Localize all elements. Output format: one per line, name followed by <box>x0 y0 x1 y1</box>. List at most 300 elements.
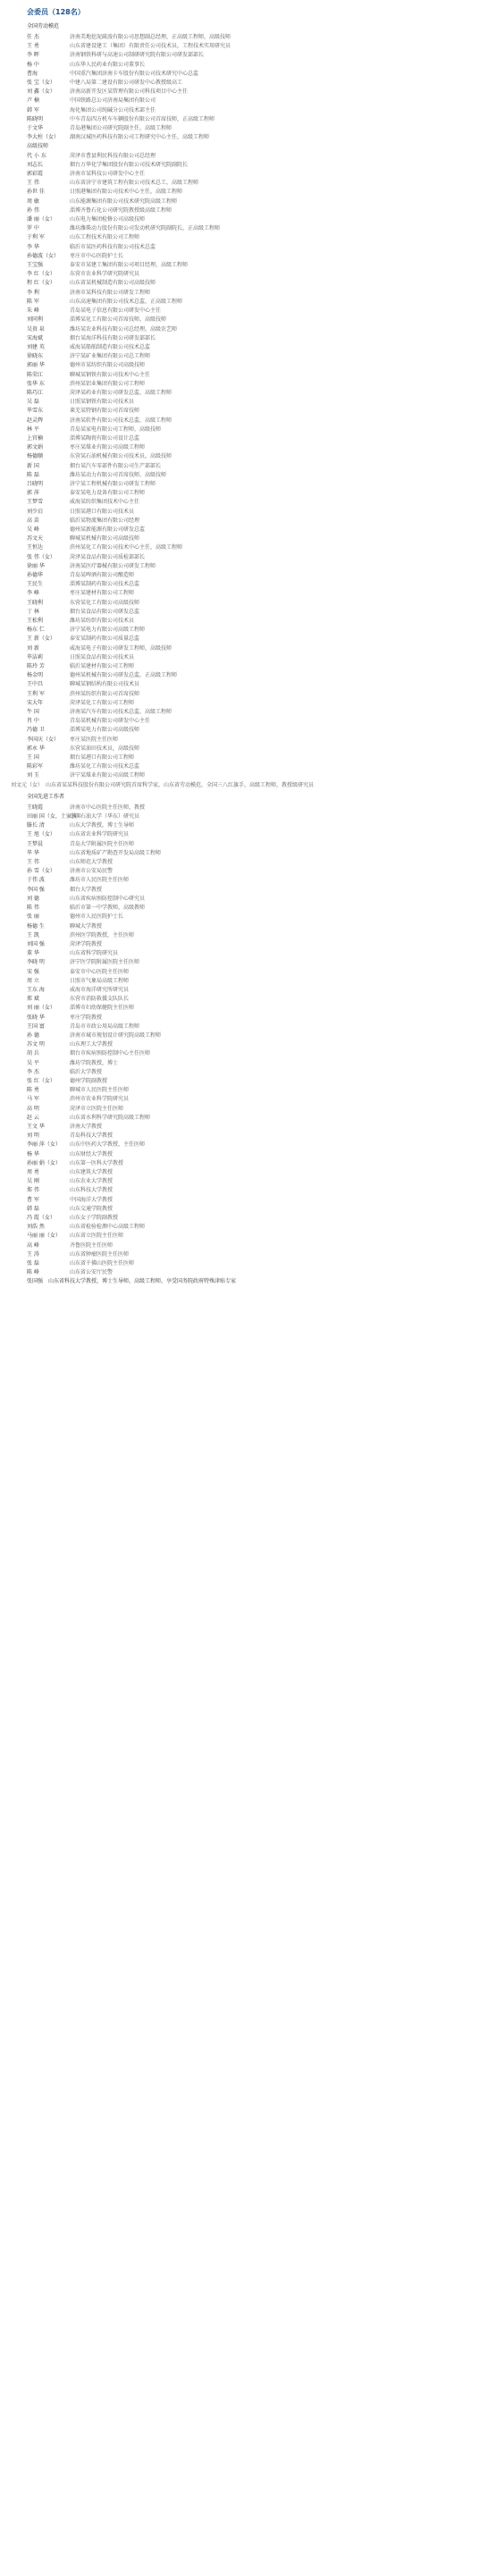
entry-description: 威海某电子有限公司研发工程师，高级技师 <box>70 644 172 652</box>
entry-name: 李国 强 <box>27 886 45 893</box>
entry-name: 杨德 生 <box>27 922 45 930</box>
entry-name: 李晓 明 <box>27 959 45 966</box>
entry-description: 山东女子学院副教授 <box>70 1215 119 1221</box>
entry-description: 齐鲁医院主任医师 <box>70 1242 114 1249</box>
entry-name: 孙德华 <box>27 571 44 578</box>
entry-description: 德州市人民医院护士长 <box>70 913 124 921</box>
entry-name: 李 峰 <box>27 590 39 597</box>
entry-description: 青岛科技大学教授 <box>70 1132 114 1140</box>
list-item <box>11 753 477 762</box>
entry-description: 中国铁路总公司济南局集团有限公司 <box>70 97 156 105</box>
list-item <box>11 471 477 480</box>
entry-name: 陈 磊 <box>27 471 39 478</box>
entry-name: 张 磊 <box>27 1260 39 1267</box>
entry-description: 日照某食品有限公司技术员 <box>70 653 135 661</box>
entry-name: 于伟 波 <box>27 877 45 884</box>
entry-description: 东营某石油机械有限公司技术员，高级技师 <box>70 453 172 460</box>
entry-name: 牛 国 <box>27 709 39 716</box>
entry-description: 菏泽某药业有限公司研发总监，高级工程师 <box>70 389 172 396</box>
entry-name: 李 红（女） <box>27 271 55 278</box>
list-item <box>11 224 477 233</box>
list-item <box>11 1049 477 1058</box>
entry-name: 张晓 华 <box>27 1014 45 1021</box>
entry-description: 济南市某科技有限公司研发工程师 <box>70 289 151 296</box>
entry-name: 王晓霞 <box>27 804 44 811</box>
entry-name: 吴 平 <box>27 1059 39 1066</box>
entry-name: 高 明 <box>27 1105 39 1112</box>
entry-name: 毕洁莉 <box>27 653 44 661</box>
list-item <box>11 977 477 986</box>
entry-name: 孙丽 娟（女） <box>27 1159 61 1166</box>
entry-description: 山东科技大学教授 <box>70 1187 114 1194</box>
list-item <box>11 352 477 361</box>
list-item <box>11 708 477 717</box>
entry-description: 烟台某汽车零部件有限公司生产部部长 <box>70 462 162 469</box>
entry-name: 张 伟（女） <box>27 553 55 560</box>
entry-name: 王松利 <box>27 618 44 624</box>
entry-name: 刘浩 然 <box>27 1224 45 1231</box>
list-item <box>11 821 477 830</box>
entry-list <box>11 33 477 781</box>
entry-description: 潍坊潍柴动力股份有限公司发动机研究院副院长，正高级工程师 <box>70 225 221 232</box>
entry-name: 郑 伟 <box>27 1187 39 1194</box>
list-item <box>11 949 477 958</box>
entry-description: 菏泽某食品有限公司质检部部长 <box>70 553 146 560</box>
entry-name: 潘 丽（女） <box>27 216 55 223</box>
list-item <box>11 1168 477 1177</box>
entry-list-2 <box>11 804 477 1278</box>
entry-description: 威海市海洋研究所研究员 <box>70 986 130 993</box>
list-item <box>11 480 477 489</box>
entry-description: 济宁某工程机械有限公司研发工程师 <box>70 480 156 487</box>
list-item <box>11 316 477 324</box>
entry-name: 高 峰 <box>27 1242 39 1249</box>
entry-description: 烟台某海洋科技有限公司研发部部长 <box>70 334 156 341</box>
list-item <box>11 1031 477 1040</box>
entry-description: 山东省肿瘤医院主任医师 <box>70 1250 130 1258</box>
list-item <box>11 508 477 517</box>
list-item <box>11 434 477 443</box>
entry-description: 东营市消防救援支队队长 <box>70 996 130 1003</box>
entry-name: 郭 萍 <box>27 490 39 497</box>
footer-entry <box>11 1277 477 1286</box>
entry-description: 菏泽市曹县利民科技有限公司总经理 <box>70 152 156 159</box>
list-item <box>11 931 477 940</box>
entry-description: 菏泽市立医院主任医师 <box>70 1105 124 1112</box>
entry-description: 聊城某机械有限公司高级技师 <box>70 535 140 543</box>
entry-description: 潍坊市人民医院主任医师 <box>70 877 130 884</box>
section-title-advanced-workers: 全国先进工作者 <box>27 793 65 800</box>
list-item <box>11 599 477 608</box>
list-item <box>11 904 477 913</box>
list-item <box>11 626 477 635</box>
entry-name: 胡 兵 <box>27 1050 39 1057</box>
entry-name: 王 伟 <box>27 180 39 187</box>
document-title: 会委员（128名） <box>27 8 85 16</box>
entry-name: 宋 强 <box>27 968 39 975</box>
list-item <box>11 334 477 343</box>
list-item <box>11 1114 477 1123</box>
entry-description: 菏泽某化工有限公司工程师 <box>70 699 135 706</box>
entry-name: 上官楠 <box>27 434 44 442</box>
list-item <box>11 895 477 904</box>
list-item <box>11 1077 477 1086</box>
long-entry: 刘文元（女） 山东省某某科技股份有限公司研究院首席科学家，山东省劳动模范，全国三八红旗手，高级工程师，教授级研究员 <box>11 781 315 788</box>
entry-name: 刘 明 <box>27 1132 39 1140</box>
entry-name: 吴贵 泉 <box>27 325 45 333</box>
entry-description: 泰安某电力设备有限公司工程师 <box>70 490 146 497</box>
entry-name: 刘建 英 <box>27 343 45 350</box>
list-item <box>11 830 477 839</box>
entry-description: 德州某新能源有限公司研发总监 <box>70 526 146 533</box>
list-item <box>11 417 477 425</box>
list-item <box>11 389 477 398</box>
list-item <box>11 517 477 526</box>
entry-description: 日照市气象局高级工程师 <box>70 977 130 984</box>
list-item <box>11 489 477 498</box>
entry-name: 曹海 <box>27 70 38 77</box>
entry-description: 山东农业大学教授 <box>70 1178 114 1185</box>
list-item <box>11 553 477 562</box>
section-title-model-workers: 全国劳动模范 <box>27 23 60 29</box>
entry-name: 刘 鑫（女） <box>27 88 55 96</box>
entry-name: 于文华 <box>27 125 44 132</box>
list-item <box>11 133 477 142</box>
list-item <box>11 726 477 735</box>
entry-description: 济南大学教授 <box>70 1123 103 1130</box>
list-item <box>11 462 477 471</box>
entry-name: 张 丽 <box>27 913 39 921</box>
entry-name: 马 军 <box>27 1096 39 1103</box>
list-item <box>11 1250 477 1259</box>
entry-description: 青岛某机械有限公司研发中心主任 <box>70 718 151 725</box>
list-item <box>11 198 477 206</box>
entry-description: 滨州某化工有限公司技术中心主任，高级工程师 <box>70 544 183 551</box>
list-item <box>11 298 477 307</box>
entry-description: 山东交通学院教授 <box>70 1205 114 1212</box>
list-item <box>11 617 477 626</box>
entry-name: 郭文娟 <box>27 444 44 451</box>
entry-description: 临沂某物流集团有限公司经理 <box>70 517 140 524</box>
entry-description: 青岛大学附属医院主任医师 <box>70 840 135 847</box>
list-item <box>11 1141 477 1149</box>
entry-name: 王梦晨 <box>27 840 44 847</box>
list-item <box>11 1205 477 1214</box>
entry-description: 山东省检验检测中心高级工程师 <box>70 1224 146 1231</box>
entry-description: 枣庄某煤业有限公司高级工程师 <box>70 444 146 451</box>
entry-name: 宋海斌 <box>27 334 44 341</box>
entry-name: 周 敏 <box>27 198 39 205</box>
entry-name: 杨 中 <box>27 61 39 68</box>
list-item <box>11 115 477 124</box>
entry-name: 李 利 <box>27 289 39 296</box>
list-item <box>11 1059 477 1068</box>
entry-description: 山东省地质矿产勘查开发局高级工程师 <box>70 849 162 856</box>
list-item <box>11 124 477 133</box>
list-item <box>11 1232 477 1241</box>
entry-name: 罗 中 <box>27 225 39 232</box>
list-item <box>11 986 477 995</box>
entry-description: 烟台某食品有限公司研发总监 <box>70 608 140 615</box>
entry-description: 山东理工大学教授 <box>70 1041 114 1048</box>
list-item <box>11 1132 477 1141</box>
entry-name: 郭彩霞 <box>27 171 44 178</box>
entry-name: 于利 军 <box>27 234 45 241</box>
entry-description: 临沂市第一中学教师，高级教师 <box>70 905 146 912</box>
entry-description: 滨州某铝业集团有限公司工程师 <box>70 380 146 387</box>
list-item <box>11 170 477 179</box>
list-item <box>11 812 477 821</box>
list-item <box>11 571 477 580</box>
entry-name: 陈玲 芳 <box>27 663 45 670</box>
entry-description: 山东省公安厅民警 <box>70 1269 114 1276</box>
entry-name: 张 红（女） <box>27 1077 55 1084</box>
list-item <box>11 543 477 552</box>
entry-name: 王利 军 <box>27 690 45 697</box>
entry-description: 山东工程技术有限公司工程师 <box>70 234 140 241</box>
entry-description: 泰安市某建工集团有限公司项目经理，高级工程师 <box>70 262 189 269</box>
list-item <box>11 562 477 571</box>
entry-description: 潍坊某纺织有限公司技术员 <box>70 618 135 624</box>
entry-name: 马丽 丽（女） <box>27 1233 61 1240</box>
list-item <box>11 745 477 753</box>
entry-description: 聊城大学教授 <box>70 922 103 930</box>
entry-description: 临沂市某医药科技有限公司技术总监 <box>70 243 156 250</box>
entry-name: 新 国 <box>27 462 39 469</box>
entry-description: 海化集团公司纯碱分公司技术部主任 <box>70 106 156 114</box>
entry-name: 曹 军 <box>27 1196 39 1203</box>
entry-name: 冯德 卫 <box>27 727 45 734</box>
entry-name: 李 华 <box>27 243 39 250</box>
list-item <box>11 33 477 42</box>
list-item <box>11 886 477 895</box>
entry-name: 赵 云 <box>27 1114 39 1121</box>
entry-name: 郭永 华 <box>27 745 45 752</box>
entry-description: 烟台某港口有限公司工程师 <box>70 754 135 762</box>
list-item <box>11 867 477 876</box>
entry-name: 王 旭（女） <box>27 831 55 838</box>
list-item <box>11 1105 477 1114</box>
entry-description: 东营某化工有限公司高级技师 <box>70 599 140 606</box>
entry-description: 山东财经大学教授 <box>70 1150 114 1158</box>
entry-name: 孙德波（女） <box>27 252 60 259</box>
entry-description: 滨州某纺织有限公司首席技师 <box>70 690 140 697</box>
list-item <box>11 771 477 780</box>
list-item <box>11 307 477 316</box>
entry-description: 山东省建设建工（集团）有限责任公司技术员，工程技术实用研究员 <box>70 43 231 50</box>
entry-description: 济南市城市规划设计研究院高级工程师 <box>70 1031 162 1039</box>
entry-description: 德州某机械有限公司研发总监，正高级工程师 <box>70 672 178 679</box>
entry-description: 淄博某制药有限公司技术总监 <box>70 581 140 588</box>
entry-name: 刘 德 <box>27 895 39 902</box>
list-item <box>11 680 477 689</box>
list-item <box>11 858 477 867</box>
entry-description: 滨州市农业科学院研究员 <box>70 1096 130 1103</box>
entry-name: 王 凯 <box>27 931 39 939</box>
list-item <box>11 215 477 224</box>
list-item <box>11 804 477 812</box>
list-item <box>11 1086 477 1095</box>
entry-name: 王梦雪 <box>27 499 44 506</box>
entry-name: 王 国 <box>27 754 39 762</box>
entry-name: 刘 玉 <box>27 772 39 779</box>
entry-name: 肖 中 <box>27 718 39 725</box>
entry-name: 吴 峰 <box>27 526 39 533</box>
list-item <box>11 61 477 70</box>
list-item <box>11 1095 477 1104</box>
entry-description: 日照某钢铁有限公司技术员 <box>70 399 135 406</box>
entry-description: 山东能源集团有限公司技术研究院高级工程师 <box>70 198 178 205</box>
list-item <box>11 97 477 105</box>
entry-name: 苏文天 <box>27 535 44 543</box>
entry-description: 泰安市中心医院主任医师 <box>70 968 130 975</box>
entry-name: 冯 霞（女） <box>27 1215 55 1221</box>
entry-description: 淄博某陶瓷有限公司设计总监 <box>70 434 140 442</box>
entry-description: 济宁某矿业集团有限公司总工程师 <box>70 353 151 360</box>
list-item <box>11 1123 477 1132</box>
entry-name: 董 华 <box>27 950 39 957</box>
entry-name: 韩 军 <box>27 106 39 114</box>
list-item <box>11 1068 477 1077</box>
list-item <box>11 1268 477 1277</box>
entry-name: 王宝强 <box>27 262 44 269</box>
list-item <box>11 635 477 644</box>
list-item <box>11 270 477 279</box>
entry-name: 陈荣江 <box>27 371 44 378</box>
entry-description: 日照某港口有限公司技术员 <box>70 508 135 515</box>
list-item <box>11 762 477 771</box>
list-item <box>11 608 477 617</box>
entry-name: 刘少启 <box>27 508 44 515</box>
entry-description: 济南市中心医院主任医师，教授 <box>70 804 146 811</box>
entry-name: 丁 林 <box>27 608 39 615</box>
list-item <box>11 152 477 161</box>
list-item <box>11 913 477 922</box>
entry-name: 李国庆（女） <box>27 736 60 743</box>
entry-description: 青岛某电子信息有限公司研发中心主任 <box>70 307 162 315</box>
entry-description: 济南某汽车有限公司技术总监，高级工程师 <box>70 709 172 716</box>
entry-description: 济南某软件有限公司技术总监，高级工程师 <box>70 417 172 424</box>
list-item <box>11 252 477 261</box>
list-item <box>11 1023 477 1031</box>
entry-name: 孙 雪（女） <box>27 868 55 875</box>
list-item <box>11 968 477 977</box>
entry-name: 韩 磊 <box>27 1205 39 1212</box>
entry-name: 刘 丽（女） <box>27 1005 55 1012</box>
entry-name: 刘国 强 <box>27 940 45 947</box>
entry-description: 菏泽学院教授 <box>70 940 103 947</box>
entry-description: 青岛某家电有限公司工程师，高级技师 <box>70 425 162 433</box>
entry-name: 杨金明 <box>27 672 44 679</box>
entry-name: 刘同利 <box>27 316 44 324</box>
entry-name: 王 涛 <box>27 1250 39 1258</box>
entry-description: 济宁某电力有限公司高级工程师 <box>70 627 146 634</box>
list-item <box>11 849 477 858</box>
list-item <box>11 580 477 589</box>
entry-description: 日照港集团有限公司技术中心主任，高级工程师 <box>70 189 183 196</box>
entry-name: 王民生 <box>27 581 44 588</box>
entry-name: 张华 东 <box>27 380 45 387</box>
entry-description: 山东省科学院研究员 <box>70 950 119 957</box>
entry-name: 田丽 国（女，土家族） <box>27 813 82 821</box>
entry-name: 刘志长 <box>27 161 44 168</box>
list-item <box>11 1259 477 1268</box>
entry-name: 李丽 萍（女） <box>27 1141 61 1149</box>
entry-description: 济宁某煤业有限公司高级工程师 <box>70 772 146 779</box>
list-item <box>11 279 477 288</box>
entry-description: 中车青岛四方机车车辆股份有限公司首席技师，正高级工程师 <box>70 115 215 122</box>
entry-name: 高级技师 <box>27 143 49 150</box>
entry-description: 山东省疾病预防控制中心研究员 <box>70 895 146 902</box>
entry-name: 王国 富 <box>27 1023 45 1030</box>
entry-name: 李大柱（女） <box>27 134 60 141</box>
entry-name: 陈 军 <box>27 298 39 305</box>
entry-name: 卢 楠 <box>27 97 39 105</box>
entry-description: 山东建筑大学教授 <box>70 1168 114 1175</box>
list-item <box>11 407 477 416</box>
list-item <box>11 425 477 434</box>
entry-name: 陈彩军 <box>27 763 44 770</box>
list-item <box>11 1196 477 1205</box>
list-item <box>11 535 477 543</box>
list-item <box>11 188 477 197</box>
entry-name: 孙 伟 <box>27 206 39 214</box>
list-item <box>11 589 477 598</box>
list-item <box>11 653 477 662</box>
list-item <box>11 840 477 849</box>
list-item <box>11 922 477 931</box>
entry-name: 杨德顺 <box>27 453 44 460</box>
entry-name: 孙世 佳 <box>27 189 45 196</box>
entry-description: 临沂大学教授 <box>70 1068 103 1075</box>
list-item <box>11 958 477 967</box>
entry-name: 王 勇 <box>27 43 39 50</box>
entry-name: 李 杰 <box>27 1068 39 1075</box>
entry-description: 聊城某钢结构有限公司技术员 <box>70 681 140 688</box>
entry-description: 德州学院副教授 <box>70 1077 108 1084</box>
list-item <box>11 690 477 699</box>
list-item <box>11 699 477 708</box>
list-item <box>11 161 477 170</box>
entry-name: 滕长 清 <box>27 822 45 829</box>
list-item <box>11 1223 477 1232</box>
list-item <box>11 1177 477 1186</box>
list-item <box>11 70 477 79</box>
list-item <box>11 361 477 370</box>
entry-description: 山东省立医院主任医师 <box>70 1233 124 1240</box>
entry-description: 潍坊某农业科技有限公司总经理，高级农艺师 <box>70 325 178 333</box>
entry-name: 孙 德 <box>27 1031 39 1039</box>
entry-name: 杨 华 <box>27 1150 39 1158</box>
entry-description: 临沂某建材有限公司工程师 <box>70 663 135 670</box>
entry-description: 济南美地挖泥疏浚有限公司思想副总经理，正高级工程师，高级技师 <box>70 34 231 40</box>
list-item <box>11 1040 477 1049</box>
list-item <box>11 142 477 151</box>
list-item <box>11 243 477 252</box>
entry-description: 枣庄市中心医院护士长 <box>70 252 124 259</box>
entry-description: 山东师范大学教授 <box>70 859 114 866</box>
list-item <box>11 42 477 51</box>
entry-description: 济宁医学院附属医院主任医师 <box>70 959 140 966</box>
entry-name: 郭丽 华 <box>27 362 45 369</box>
entry-description: 山东省某机械制造有限公司高级技师 <box>70 280 156 287</box>
entry-description: 山东华人民药业有限公司董事长 <box>70 61 146 68</box>
list-item <box>11 398 477 407</box>
list-item <box>11 371 477 380</box>
entry-description: 中国海洋大学教授 <box>70 1196 114 1203</box>
list-item <box>11 261 477 270</box>
entry-description: 淄博某化工有限公司首席技师，高级技师 <box>70 316 167 324</box>
